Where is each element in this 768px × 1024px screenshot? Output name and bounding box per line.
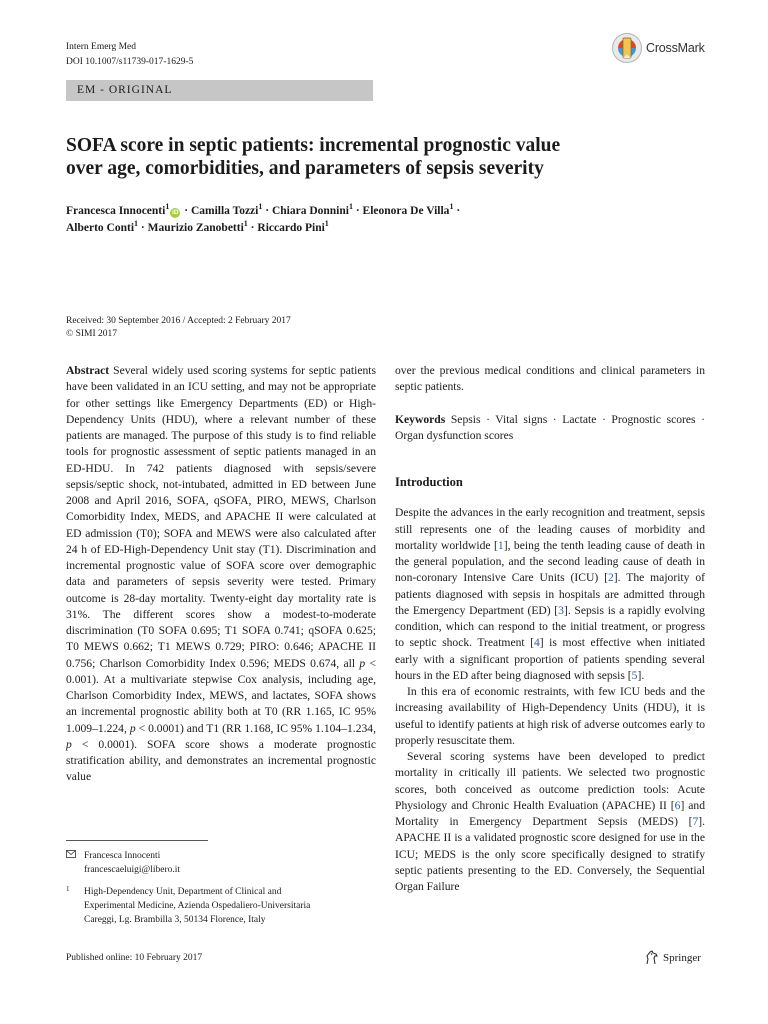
affiliation-number: 1: [66, 885, 70, 893]
author-list: Francesca Innocenti$^1$iD · Camilla Tozzi$^1$ · Chiara Donnini$^1$ · Eleonora De Villa$^1$ · Alberto Conti$^1$ · Maurizio Zanobetti$^1$ · Riccardo Pini$^1$: [66, 202, 461, 234]
doi[interactable]: DOI 10.1007/s11739-017-1629-5: [66, 57, 194, 67]
title-line-1: SOFA score in septic patients: incremental prognostic value: [66, 135, 561, 156]
left-column: [66, 363, 376, 786]
orcid-icon[interactable]: iD: [172, 209, 179, 216]
intro-paragraph: Several scoring systems have been developed to predict mortality in critically ill patients. We selected two prognostic scores, both conceived as outcome prediction tools: Acute Physiology and Chronic Health Evaluation (APACHE) II [6] and Mortality in Emergency Department Sepsis (MEDS) [7]. APACHE II is a validated prognostic score designed for use in the ICU; MEDS is the only score specifically designed to stratify septic patients presenting to the ED. Conversely, the Sequential Organ Failure: [395, 750, 706, 893]
journal-name: Intern Emerg Med: [66, 42, 136, 52]
keywords-text: Sepsis · Vital signs · Lactate · Prognostic scores · Organ dysfunction scores: [395, 412, 705, 442]
abstract-label: Abstract: [66, 364, 110, 377]
author-name[interactable]: Riccardo Pini: [257, 222, 325, 234]
affiliation-line: Careggi, Lg. Brambilla 3, 50134 Florence, Italy: [84, 915, 266, 925]
author-affiliation: 1: [243, 219, 248, 229]
affiliation-footnote: [66, 885, 310, 927]
author-affiliation: 1: [258, 202, 263, 212]
abstract-text: Several widely used scoring systems for septic patients have been validated in an ICU setting, and may not be appropriate for other settings like Emergency Departments (ED) or High-Dependency Units (HDU), where a relevant number of these patients are managed. The purpose of this study is to find reliable tools for prognostic assessment of septic patients managed in an ED-HDU. In 742 patients diagnosed with sepsis/severe sepsis/septic shock, not-intubated, admitted in ED between June 2008 and April 2016, SOFA, qSOFA, PIRO, MEWS, Charlson Comorbidity Index, MEDS, and APACHE II were calculated at ED admission (T0); SOFA and MEWS were also calculated after 24 h of ED-High-Dependency Unit stay (T1). Discrimination and incremental prognostic value of SOFA score over demographic data and parameters of sepsis severity were tested. Primary outcome is 28-day mortality. Twenty-eight day mortality rate is 31%. The different scores show a modest-to-moderate discrimination (T0 SOFA 0.695; T1 SOFA 0.741; qSOFA 0.625; T0 MEWS 0.662; T1 MEWS 0.729; PIRO: 0.646; APACHE II 0.756; Charlson Comorbidity Index 0.596; MEDS 0.674, all p < 0.001). At a multivariate stepwise Cox analysis, including age, Charlson Comorbidity Index, MEWS, and lactates, SOFA shows an incremental prognostic ability both at T0 (RR 1.165, IC 95% 1.009–1.224, p < 0.0001) and T1 (RR 1.168, IC 95% 1.104–1.234, p < 0.0001). SOFA score shows a moderate prognostic stratification ability, and demonstrates an incremental prognostic value: [66, 364, 376, 784]
corresponding-name: Francesca Innocenti: [84, 851, 161, 861]
keywords: [395, 412, 705, 445]
footnote-divider: [66, 840, 208, 841]
received-accepted: Received: 30 September 2016 / Accepted: 2 February 2017: [66, 316, 291, 326]
affiliation-line: High-Dependency Unit, Department of Clinical and: [84, 887, 282, 897]
intro-paragraph: Despite the advances in the early recognition and treatment, sepsis still represents one of the leading causes of morbidity and mortality worldwide [1], being the tenth leading cause of death in the general population, and the second leading cause of death in non-coronary Intensive Care Units (ICU) [2]. The majority of patients diagnosed with sepsis in hospitals are admitted through the Emergency Department (ED) [3]. Sepsis is a rapidly evolving condition, which can respond to the initial treatment, or progress to septic shock. Treatment [4] is most effective when initiated early with a significant proportion of patients spending several hours in the ED after being diagnosed with sepsis [5].: [395, 506, 706, 682]
author-affiliation: 1: [165, 202, 170, 212]
right-column: [395, 363, 705, 895]
springer-horse-icon: [644, 950, 660, 965]
author-name[interactable]: Francesca Innocenti: [66, 205, 166, 217]
author-affiliation: 1: [134, 219, 139, 229]
springer-logo[interactable]: [644, 950, 701, 965]
keywords-label: Keywords: [395, 412, 446, 426]
section-heading-introduction: Introduction: [395, 475, 463, 489]
author-affiliation: 1: [449, 202, 454, 212]
copyright: © SIMI 2017: [66, 329, 118, 339]
author-name[interactable]: Chiara Donnini: [271, 205, 349, 217]
abstract-continuation: over the previous medical conditions and clinical parameters in septic patients.: [395, 364, 705, 394]
author-name[interactable]: Camilla Tozzi: [190, 205, 259, 217]
crossmark-badge[interactable]: [612, 31, 705, 65]
article-title: [66, 134, 686, 180]
abstract: [66, 363, 376, 786]
journal-meta: [66, 40, 193, 70]
intro-paragraph: In this era of economic restraints, with few ICU beds and the increasing availability of High-Dependency Units (HDU), it is useful to identify patients at high risk of adverse outcomes early to properly resuscitate them.: [395, 685, 705, 747]
author-affiliation: 1: [348, 202, 353, 212]
corresponding-author: [66, 849, 180, 877]
corresponding-email[interactable]: francescaeluigi@libero.it: [84, 865, 181, 875]
title-line-2: over age, comorbidities, and parameters of sepsis severity: [66, 158, 544, 179]
author-name[interactable]: Maurizio Zanobetti: [147, 222, 244, 234]
crossmark-icon: [612, 31, 642, 65]
affiliation-line: Experimental Medicine, Azienda Ospedaliero-Universitaria: [84, 901, 311, 911]
crossmark-label: CrossMark: [646, 41, 705, 55]
author-name[interactable]: Alberto Conti: [66, 222, 135, 234]
author-name[interactable]: Eleonora De Villa: [362, 205, 450, 217]
envelope-icon: [66, 850, 76, 858]
author-affiliation: 1: [324, 219, 329, 229]
springer-label: Springer: [663, 951, 701, 964]
published-online: Published online: 10 February 2017: [66, 953, 203, 963]
section-banner: EM - ORIGINAL: [66, 80, 373, 101]
article-dates: [66, 315, 291, 341]
